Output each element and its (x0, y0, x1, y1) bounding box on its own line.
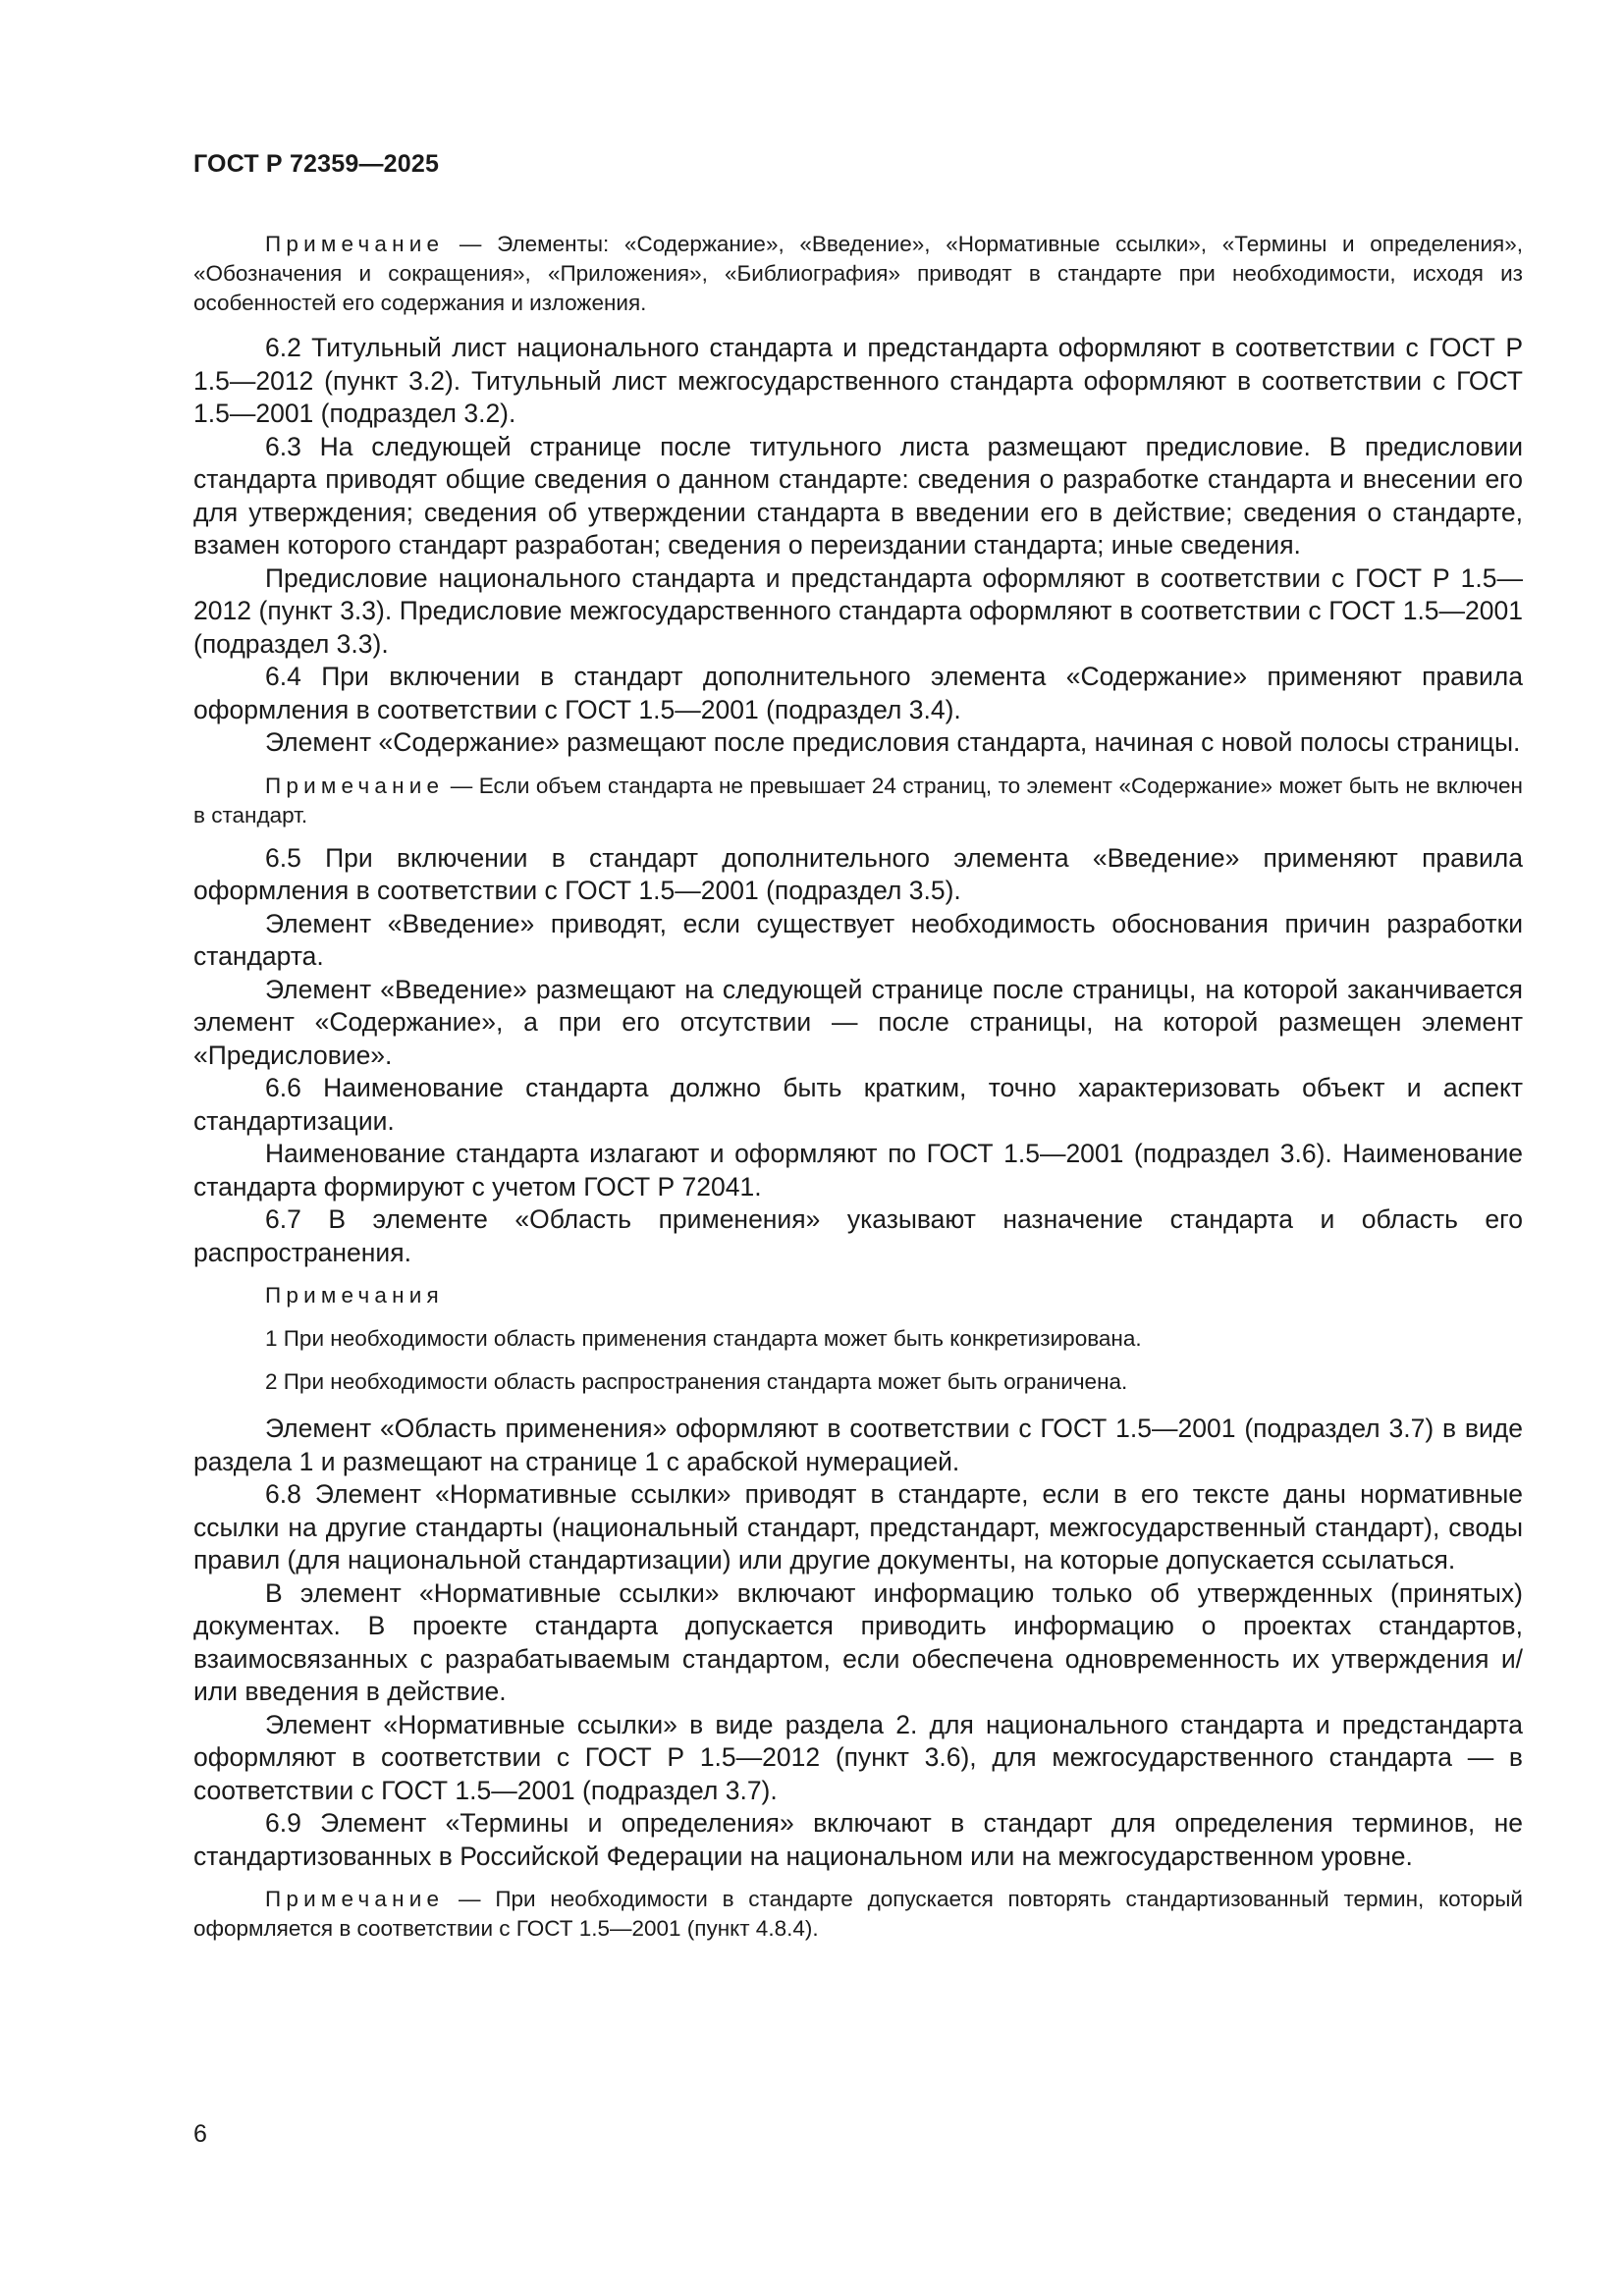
clause-6-7: 6.7 В элементе «Область применения» указывают назначение стандарта и область его распространения. (193, 1204, 1523, 1267)
note-label: Примечание (265, 773, 445, 798)
page-number: 6 (193, 2120, 207, 2148)
clause-6-5-paragraph: Элемент «Введение» размещают на следующей странице после страницы, на которой заканчивается элемент «Содержание», а при его отсутствии — после страницы, на которой размещен элемент «Предисловие». (193, 974, 1523, 1070)
note-elements (193, 230, 1523, 318)
notes-scope (193, 1281, 1523, 1397)
notes-item: 1 При необходимости область применения стандарта может быть конкретизирована. (265, 1326, 1142, 1351)
clause-6-3-paragraph: Предисловие национального стандарта и предстандарта оформляют в соответствии с ГОСТ Р 1.5—2012 (пункт 3.3). Предисловие межгосударственного стандарта оформляют в соответствии с ГОСТ 1.5—2001 (подраздел 3.3). (193, 562, 1523, 659)
clause-6-6-paragraph: Наименование стандарта излагают и оформляют по ГОСТ 1.5—2001 (подраздел 3.6). Наименование стандарта формируют с учетом ГОСТ Р 72041. (193, 1139, 1523, 1201)
note-text: — Элементы: «Содержание», «Введение», «Нормативные ссылки», «Термины и определения», «Обозначения и сокращения», «Приложения», «Библиография» приводят в стандарте при необходимости, исходя из особенностей его содержания и изложения. (193, 232, 1523, 315)
note-text: — Если объем стандарта не превышает 24 страниц, то элемент «Содержание» может быть не включен в стандарт. (193, 773, 1523, 828)
document-body (193, 218, 1523, 1955)
clause-6-2: 6.2 Титульный лист национального стандарта и предстандарта оформляют в соответствии с ГОСТ Р 1.5—2012 (пункт 3.2). Титульный лист межгосударственного стандарта оформляют в соответствии с ГОСТ 1.5—2001 (подраздел 3.2). (193, 333, 1523, 428)
clause-6-8-paragraph: Элемент «Нормативные ссылки» в виде раздела 2. для национального стандарта и предстандарта оформляют в соответствии с ГОСТ Р 1.5—2012 (пункт 3.6), для межгосударственного стандарта — в соответствии с ГОСТ 1.5—2001 (подраздел 3.7). (193, 1709, 1523, 1805)
note-contents (193, 772, 1523, 830)
clause-6-6: 6.6 Наименование стандарта должно быть кратким, точно характеризовать объект и аспект стандартизации. (193, 1073, 1523, 1136)
clause-6-3: 6.3 На следующей странице после титульного листа размещают предисловие. В предисловии стандарта приводят общие сведения о данном стандарте: сведения о разработке стандарта и внесении его для утверждения; сведения об утверждении стандарта в введении его в действие; сведения о стандарте, взамен которого стандарт разработан; сведения о переиздании стандарта; иные сведения. (193, 431, 1523, 560)
clause-6-8: 6.8 Элемент «Нормативные ссылки» приводят в стандарте, если в его тексте даны нормативные ссылки на другие стандарты (национальный стандарт, предстандарт, межгосударственный стандарт), своды правил (для национальной стандартизации) или другие документы, на которые допускается ссылаться. (193, 1479, 1523, 1575)
note-label: Примечание (265, 232, 445, 256)
clause-6-9: 6.9 Элемент «Термины и определения» включают в стандарт для определения терминов, не стандартизованных в Российской Федерации на национальном или на межгосударственном уровне. (193, 1808, 1523, 1871)
clause-6-5: 6.5 При включении в стандарт дополнительного элемента «Введение» применяют правила оформления в соответствии с ГОСТ 1.5—2001 (подраздел 3.5). (193, 842, 1523, 905)
notes-item: 2 При необходимости область распространения стандарта может быть ограничена. (265, 1369, 1128, 1394)
note-label: Примечание (265, 1887, 445, 1911)
clause-6-4: 6.4 При включении в стандарт дополнительного элемента «Содержание» применяют правила оформления в соответствии с ГОСТ 1.5—2001 (подраздел 3.4). (193, 662, 1523, 724)
clause-6-8-paragraph: В элемент «Нормативные ссылки» включают информацию только об утвержденных (принятых) документах. В проекте стандарта допускается приводить информацию о проектах стандартов, взаимосвязанных с разрабатываемым стандартом, если обеспечена одновременность их утверждения и/или введения в действие. (193, 1577, 1523, 1706)
clause-6-7-paragraph: Элемент «Область применения» оформляют в соответствии с ГОСТ 1.5—2001 (подраздел 3.7) в виде раздела 1 и размещают на странице 1 с арабской нумерацией. (193, 1414, 1523, 1476)
note-text: — При необходимости в стандарте допускается повторять стандартизованный термин, который оформляется в соответствии с ГОСТ 1.5—2001 (пункт 4.8.4). (193, 1887, 1523, 1941)
notes-heading: Примечания (265, 1283, 444, 1308)
note-terms (193, 1885, 1523, 1944)
document-header: ГОСТ Р 72359—2025 (193, 150, 440, 178)
clause-6-5-paragraph: Элемент «Введение» приводят, если существует необходимость обоснования причин разработки стандарта. (193, 908, 1523, 971)
clause-6-4-paragraph: Элемент «Содержание» размещают после предисловия стандарта, начиная с новой полосы страницы. (265, 727, 1521, 757)
